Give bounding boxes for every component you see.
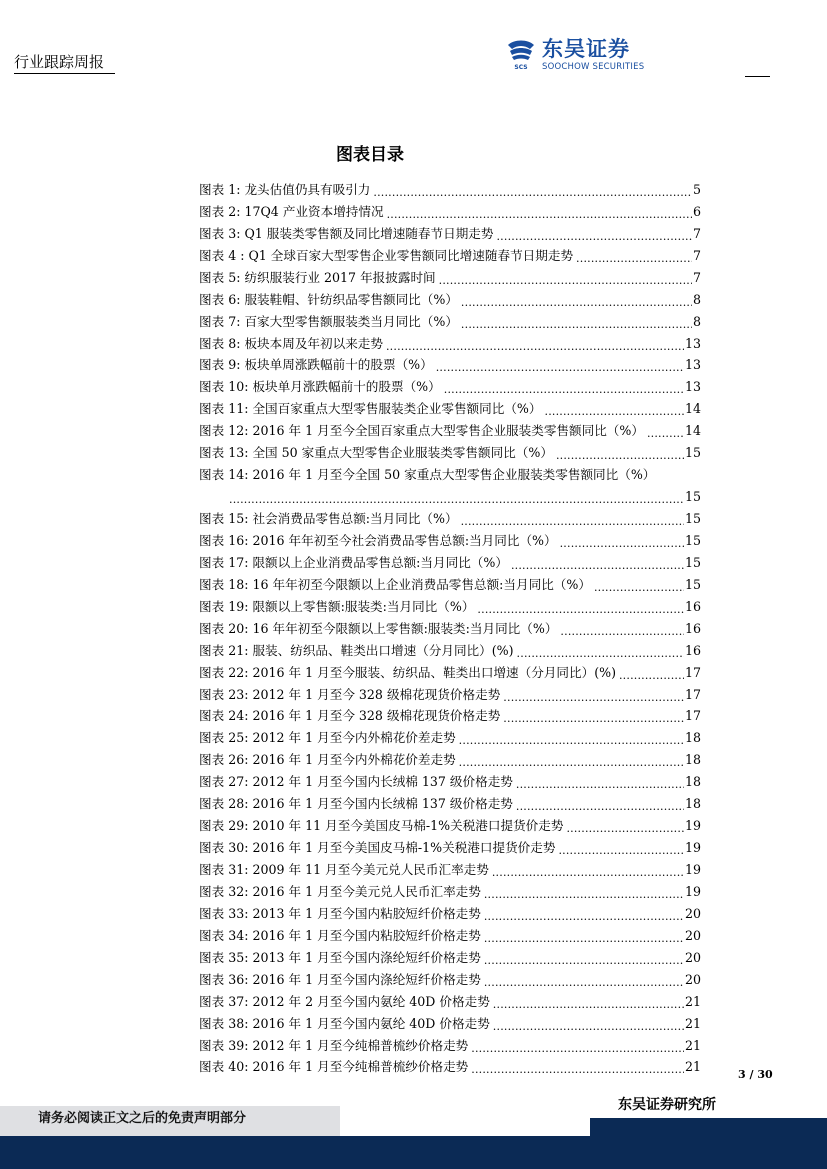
toc-entry-page: 16 — [684, 642, 701, 658]
toc-leader-dots — [560, 623, 684, 637]
toc-entry[interactable] — [199, 571, 701, 593]
toc-entry-label: 图表 14: 2016 年 1 月至今全国 50 家重点大型零售企业服装类零售额同比（%） — [199, 467, 656, 483]
toc-leader-dots — [576, 250, 692, 264]
header-underline — [14, 73, 115, 74]
toc-leader-dots — [229, 491, 684, 505]
toc-entry[interactable] — [199, 988, 701, 1010]
toc-entry-page: 15 — [684, 532, 701, 548]
toc-entry-page: 20 — [684, 949, 701, 965]
header-rule — [745, 76, 770, 77]
toc-entry-page: 7 — [692, 269, 701, 285]
toc-entry-page: 14 — [684, 423, 701, 439]
toc-entry[interactable] — [199, 461, 701, 483]
toc-entry-page: 15 — [684, 489, 701, 505]
toc-leader-dots — [619, 667, 684, 681]
toc-entry-label: 图表 25: 2012 年 1 月至今内外棉花价差走势 — [199, 730, 456, 746]
toc-leader-dots — [461, 513, 684, 527]
toc-entry-page: 20 — [684, 927, 701, 943]
toc-entry-label: 图表 24: 2016 年 1 月至今 328 级棉花现货价格走势 — [199, 708, 501, 724]
disclaimer-notice: 请务必阅读正文之后的免责声明部分 — [38, 1111, 247, 1126]
toc-entry[interactable] — [199, 878, 701, 900]
toc-entry-page: 21 — [684, 1059, 701, 1075]
company-logo — [504, 37, 664, 73]
toc-entry-page: 19 — [684, 862, 701, 877]
toc-entry-label: 图表 32: 2016 年 1 月至今美元兑人民币汇率走势 — [199, 883, 481, 899]
toc-entry[interactable] — [199, 1054, 701, 1076]
toc-entry-label: 图表 4 : Q1 全球百家大型零售企业零售额同比增速随春节日期走势 — [199, 247, 574, 263]
toc-leader-dots — [558, 842, 684, 856]
toc-entry[interactable] — [199, 659, 701, 681]
toc-entry-label: 图表 31: 2009 年 11 月至今美元兑人民币汇率走势 — [199, 862, 489, 877]
toc-leader-dots — [566, 820, 684, 834]
toc-entry-label: 图表 21: 服装、纺织品、鞋类出口增速（分月同比）(%) — [199, 642, 514, 658]
toc-entry-label: 图表 6: 服装鞋帽、针纺织品零售额同比（%） — [199, 291, 458, 307]
toc-entry[interactable] — [199, 286, 701, 308]
toc-leader-dots — [444, 381, 684, 395]
toc-entry-page: 13 — [684, 379, 701, 395]
toc-leader-dots — [459, 754, 684, 768]
toc-leader-dots — [647, 425, 684, 439]
toc-entry-page: 18 — [684, 774, 701, 790]
toc-leader-dots — [459, 732, 684, 746]
toc-entry-page: 19 — [684, 883, 701, 899]
toc-entry-page: 13 — [684, 335, 701, 351]
toc-entry[interactable] — [199, 1010, 701, 1032]
toc-entry-label: 图表 33: 2013 年 1 月至今国内粘胶短纤价格走势 — [199, 905, 481, 921]
toc-entry[interactable] — [199, 308, 701, 330]
toc-entry[interactable] — [199, 593, 701, 615]
toc-entry-label: 图表 1: 龙头估值仍具有吸引力 — [199, 181, 371, 197]
toc-entry[interactable] — [199, 746, 701, 768]
toc-leader-dots — [493, 996, 684, 1010]
toc-leader-dots — [477, 601, 684, 615]
toc-list — [199, 176, 701, 1075]
toc-entry-label: 图表 40: 2016 年 1 月至今纯棉普梳纱价格走势 — [199, 1059, 469, 1075]
toc-entry-label: 图表 22: 2016 年 1 月至今服装、纺织品、鞋类出口增速（分月同比）(%) — [199, 664, 616, 680]
toc-entry-page: 19 — [684, 818, 701, 834]
toc-entry[interactable] — [199, 242, 701, 264]
toc-entry[interactable] — [199, 176, 701, 198]
toc-leader-dots — [373, 184, 692, 198]
toc-entry-continuation[interactable] — [199, 483, 701, 505]
toc-entry-page: 21 — [684, 1037, 701, 1053]
toc-entry-label: 图表 11: 全国百家重点大型零售服装类企业零售额同比（%） — [199, 401, 542, 417]
toc-entry-label: 图表 35: 2013 年 1 月至今国内涤纶短纤价格走势 — [199, 949, 481, 965]
toc-entry-label: 图表 17: 限额以上企业消费品零售总额:当月同比（%） — [199, 554, 508, 570]
toc-entry[interactable] — [199, 395, 701, 417]
toc-entry[interactable] — [199, 352, 701, 374]
toc-entry-page: 20 — [684, 905, 701, 921]
toc-leader-dots — [503, 689, 684, 703]
research-institute: 东吴证券研究所 — [618, 1097, 716, 1113]
toc-entry-page: 19 — [684, 840, 701, 856]
toc-entry-label: 图表 27: 2012 年 1 月至今国内长绒棉 137 级价格走势 — [199, 774, 513, 790]
toc-leader-dots — [492, 864, 684, 878]
toc-leader-dots — [436, 359, 684, 373]
toc-entry[interactable] — [199, 549, 701, 571]
toc-leader-dots — [471, 1061, 684, 1075]
toc-entry-label: 图表 34: 2016 年 1 月至今国内粘胶短纤价格走势 — [199, 927, 481, 943]
toc-entry[interactable] — [199, 944, 701, 966]
toc-entry-label: 图表 7: 百家大型零售额服装类当月同比（%） — [199, 313, 458, 329]
toc-entry-label: 图表 38: 2016 年 1 月至今国内氨纶 40D 价格走势 — [199, 1015, 490, 1031]
toc-entry-page: 15 — [684, 576, 701, 592]
toc-entry-label: 图表 10: 板块单月涨跌幅前十的股票（%） — [199, 379, 441, 395]
toc-entry[interactable] — [199, 373, 701, 395]
toc-entry-page: 15 — [684, 511, 701, 526]
toc-entry-label: 图表 12: 2016 年 1 月至今全国百家重点大型零售企业服装类零售额同比（%） — [199, 423, 644, 439]
toc-leader-dots — [556, 447, 684, 461]
toc-entry-page: 7 — [692, 247, 701, 263]
toc-leader-dots — [484, 974, 684, 988]
toc-entry-page: 15 — [684, 554, 701, 570]
toc-leader-dots — [503, 710, 684, 724]
toc-entry[interactable] — [199, 264, 701, 286]
toc-leader-dots — [545, 403, 684, 417]
toc-leader-dots — [517, 645, 684, 659]
toc-entry[interactable] — [199, 439, 701, 461]
toc-entry[interactable] — [199, 724, 701, 746]
toc-leader-dots — [560, 535, 684, 549]
logo-mark-text: SCS — [514, 64, 528, 71]
toc-entry-page: 16 — [684, 598, 701, 614]
toc-entry-page: 18 — [684, 752, 701, 768]
toc-leader-dots — [484, 886, 684, 900]
toc-entry[interactable] — [199, 198, 701, 220]
toc-entry-page: 18 — [684, 796, 701, 812]
toc-entry-label: 图表 16: 2016 年年初至今社会消费品零售总额:当月同比（%） — [199, 532, 557, 548]
toc-entry[interactable] — [199, 922, 701, 944]
toc-entry-page: 16 — [684, 620, 701, 636]
logo-name-en: SOOCHOW SECURITIES — [542, 62, 645, 72]
toc-entry[interactable] — [199, 966, 701, 988]
toc-entry-label: 图表 8: 板块本周及年初以来走势 — [199, 335, 383, 351]
toc-leader-dots — [511, 557, 684, 571]
toc-entry[interactable] — [199, 637, 701, 659]
toc-entry-page: 21 — [684, 993, 701, 1009]
toc-entry-page: 17 — [684, 708, 701, 724]
toc-entry-page: 5 — [692, 181, 701, 197]
toc-entry-label: 图表 26: 2016 年 1 月至今内外棉花价差走势 — [199, 752, 456, 768]
toc-entry[interactable] — [199, 527, 701, 549]
toc-entry-label: 图表 19: 限额以上零售额:服装类:当月同比（%） — [199, 598, 475, 614]
toc-entry-label: 图表 20: 16 年年初至今限额以上零售额:服装类:当月同比（%） — [199, 620, 558, 636]
logo-name-cn: 东吴证券 — [542, 37, 630, 61]
toc-entry[interactable] — [199, 703, 701, 725]
toc-entry[interactable] — [199, 681, 701, 703]
toc-entry-label: 图表 15: 社会消费品零售总额:当月同比（%） — [199, 511, 458, 526]
toc-entry[interactable] — [199, 812, 701, 834]
toc-title: 图表目录 — [336, 145, 404, 165]
toc-leader-dots — [461, 294, 692, 308]
toc-entry-page: 18 — [684, 730, 701, 746]
toc-leader-dots — [516, 776, 684, 790]
toc-entry[interactable] — [199, 1032, 701, 1054]
toc-entry-page: 8 — [692, 291, 701, 307]
toc-entry-page: 21 — [684, 1015, 701, 1031]
toc-entry-label: 图表 28: 2016 年 1 月至今国内长绒棉 137 级价格走势 — [199, 796, 513, 812]
toc-entry-label: 图表 9: 板块单周涨跌幅前十的股票（%） — [199, 357, 433, 373]
page-number: 3 / 30 — [738, 1068, 773, 1081]
footer-band-right — [590, 1118, 827, 1136]
toc-leader-dots — [484, 908, 684, 922]
footer-band — [0, 1136, 827, 1169]
report-type-label: 行业跟踪周报 — [14, 53, 105, 71]
toc-entry-page: 20 — [684, 971, 701, 987]
toc-entry-label: 图表 23: 2012 年 1 月至今 328 级棉花现货价格走势 — [199, 686, 501, 702]
toc-entry-page: 14 — [684, 401, 701, 417]
toc-leader-dots — [484, 930, 684, 944]
soochow-logo-icon — [504, 37, 538, 71]
toc-entry[interactable] — [199, 856, 701, 878]
toc-leader-dots — [387, 206, 692, 220]
toc-entry-label: 图表 3: Q1 服装类零售额及同比增速随春节日期走势 — [199, 225, 494, 241]
toc-entry-page: 6 — [692, 203, 701, 219]
toc-entry-page: 13 — [684, 357, 701, 373]
toc-leader-dots — [439, 272, 692, 286]
toc-entry-label: 图表 39: 2012 年 1 月至今纯棉普梳纱价格走势 — [199, 1037, 469, 1053]
toc-entry-page: 7 — [692, 225, 701, 241]
toc-entry[interactable] — [199, 220, 701, 242]
toc-entry[interactable] — [199, 834, 701, 856]
toc-entry-label: 图表 36: 2016 年 1 月至今国内涤纶短纤价格走势 — [199, 971, 481, 987]
toc-entry[interactable] — [199, 900, 701, 922]
toc-leader-dots — [516, 798, 684, 812]
toc-entry-page: 17 — [684, 664, 701, 680]
toc-leader-dots — [493, 1018, 684, 1032]
toc-entry[interactable] — [199, 330, 701, 352]
toc-entry[interactable] — [199, 417, 701, 439]
toc-entry[interactable] — [199, 505, 701, 527]
toc-entry-label: 图表 18: 16 年年初至今限额以上企业消费品零售总额:当月同比（%） — [199, 576, 591, 592]
toc-leader-dots — [496, 228, 692, 242]
toc-entry-label: 图表 30: 2016 年 1 月至今美国皮马棉-1%关税港口提货价走势 — [199, 840, 556, 856]
toc-entry-page: 17 — [684, 686, 701, 702]
toc-entry[interactable] — [199, 615, 701, 637]
toc-leader-dots — [386, 338, 684, 352]
toc-entry[interactable] — [199, 790, 701, 812]
toc-entry-label: 图表 2: 17Q4 产业资本增持情况 — [199, 203, 384, 219]
toc-entry-page: 15 — [684, 445, 701, 461]
toc-entry-label: 图表 37: 2012 年 2 月至今国内氨纶 40D 价格走势 — [199, 993, 490, 1009]
toc-leader-dots — [471, 1040, 684, 1054]
toc-entry-label: 图表 29: 2010 年 11 月至今美国皮马棉-1%关税港口提货价走势 — [199, 818, 564, 834]
toc-leader-dots — [594, 579, 684, 593]
toc-leader-dots — [461, 316, 692, 330]
toc-entry-label: 图表 5: 纺织服装行业 2017 年报披露时间 — [199, 269, 436, 285]
toc-entry-label: 图表 13: 全国 50 家重点大型零售企业服装类零售额同比（%） — [199, 445, 553, 461]
toc-entry[interactable] — [199, 768, 701, 790]
toc-leader-dots — [484, 952, 684, 966]
toc-entry-page: 8 — [692, 313, 701, 329]
